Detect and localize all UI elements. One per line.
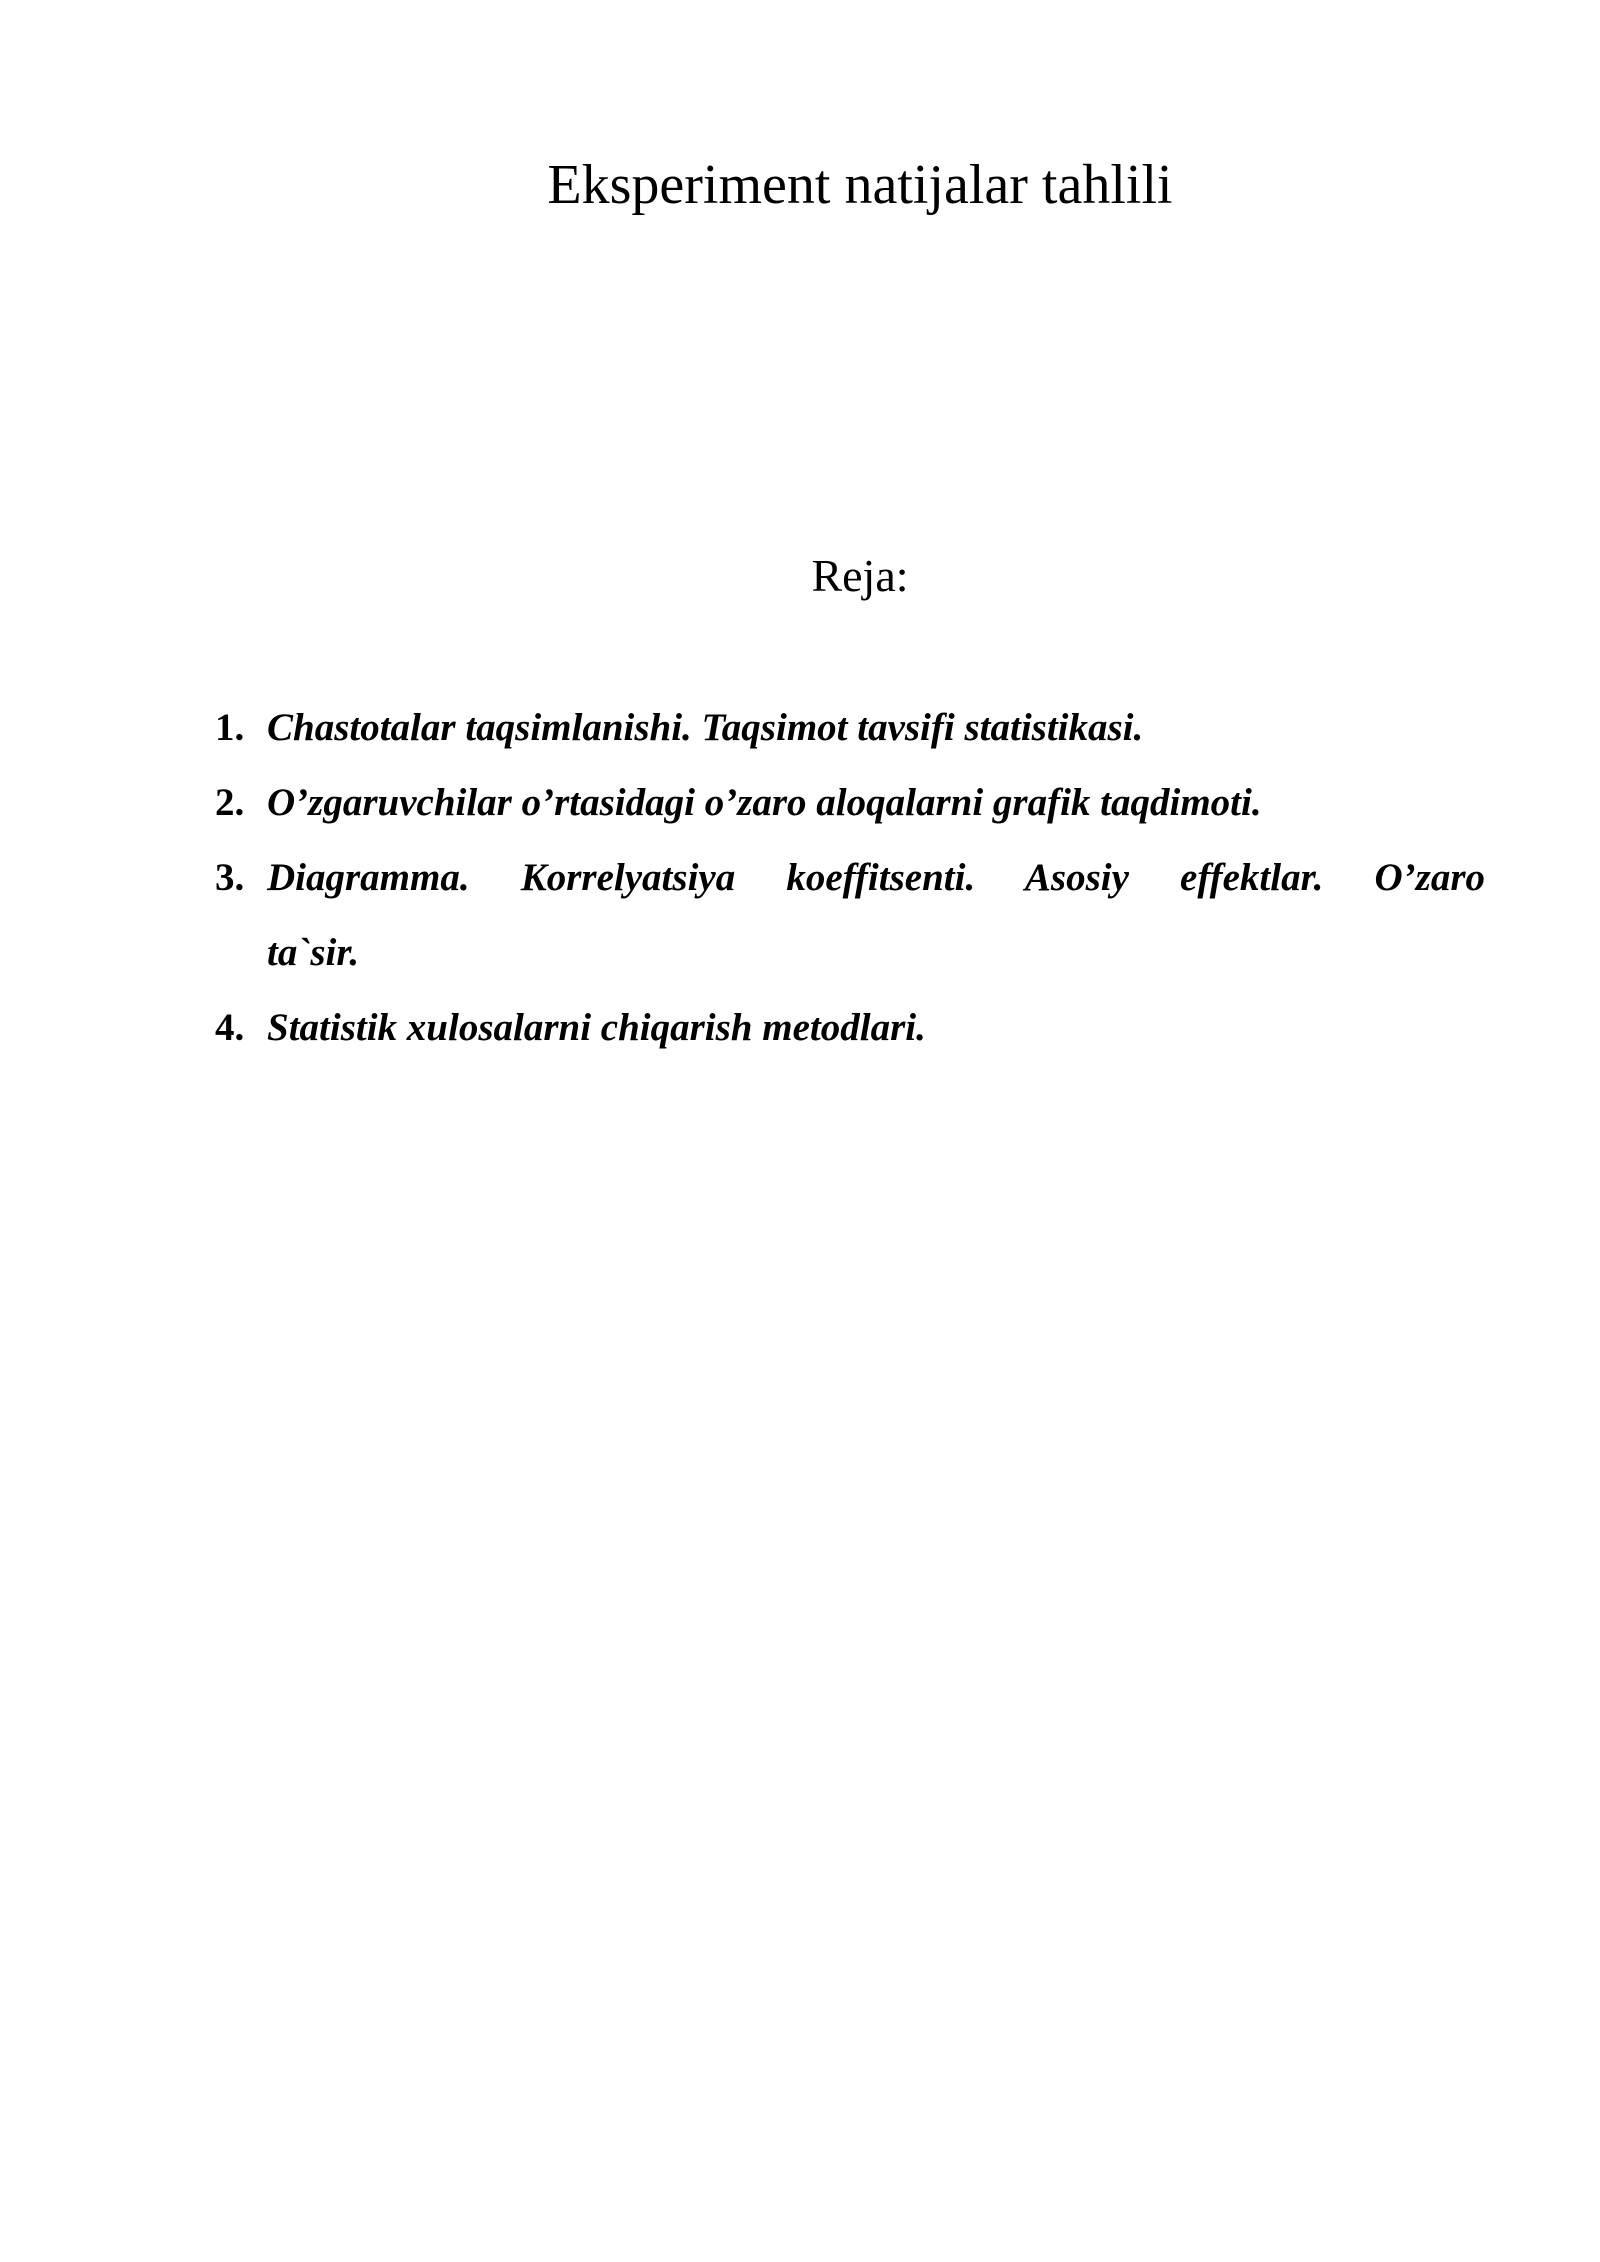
plan-item-number: 1. [215, 706, 245, 749]
plan-item-1 [215, 690, 1485, 765]
plan-item-2 [215, 765, 1485, 840]
plan-item-number: 4. [215, 1006, 245, 1049]
plan-item-number: 2. [215, 781, 245, 824]
plan-item-text: Chastotalar taqsimlanishi. Taqsimot tavsifi statistikasi. [267, 706, 1144, 749]
plan-item-3 [215, 840, 1485, 990]
plan-item-number: 3. [215, 856, 245, 899]
plan-item-text-line-1: Diagramma. Korrelyatsiya koeffitsenti. Asosiy effektlar. O’zaro [267, 856, 1485, 899]
plan-heading: Reja: [811, 550, 909, 601]
plan-item-text: Statistik xulosalarni chiqarish metodlari. [267, 1006, 926, 1049]
plan-item-text-line-2: ta`sir. [267, 931, 360, 974]
plan-list [215, 690, 1485, 1065]
document-title: Eksperiment natijalar tahlili [547, 154, 1173, 216]
plan-item-text: O’zgaruvchilar o’rtasidagi o’zaro aloqalarni grafik taqdimoti. [267, 781, 1262, 824]
plan-item-4 [215, 990, 1485, 1065]
